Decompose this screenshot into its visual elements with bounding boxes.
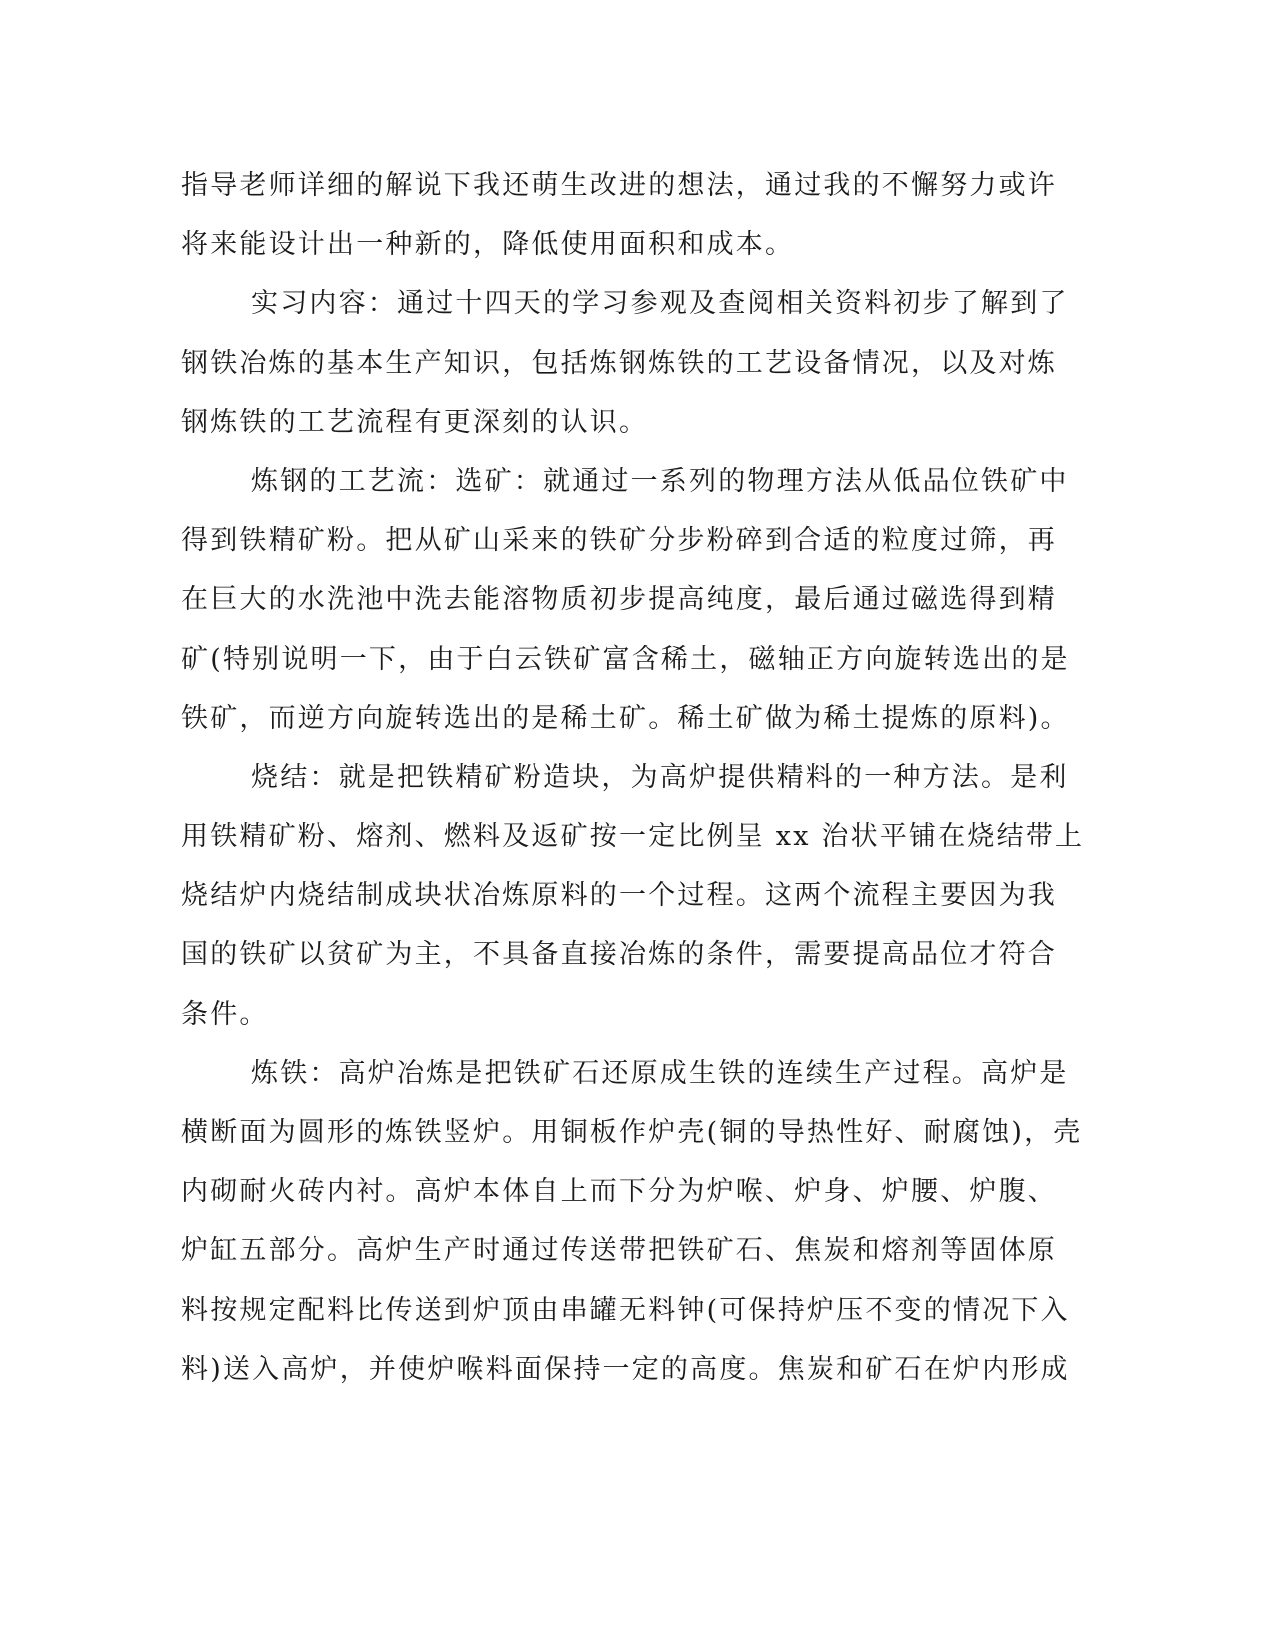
text-line: 钢炼铁的工艺流程有更深刻的认识。 — [181, 406, 649, 438]
text-line: 料)送入高炉，并使炉喉料面保持一定的高度。焦炭和矿石在炉内形成 — [181, 1353, 1070, 1385]
text-line: 内砌耐火砖内衬。高炉本体自上而下分为炉喉、炉身、炉腰、炉腹、 — [181, 1176, 1057, 1208]
paragraph-start-line: 炼铁：高炉冶炼是把铁矿石还原成生铁的连续生产过程。高炉是 — [251, 1057, 1069, 1089]
text-line: 用铁精矿粉、熔剂、燃料及返矿按一定比例呈 xx 治状平铺在烧结带上 — [181, 821, 1085, 853]
text-line: 得到铁精矿粉。把从矿山采来的铁矿分步粉碎到合适的粒度过筛，再 — [181, 525, 1057, 557]
text-line: 将来能设计出一种新的，降低使用面积和成本。 — [181, 229, 795, 261]
text-line: 指导老师详细的解说下我还萌生改进的想法，通过我的不懈努力或许 — [181, 170, 1057, 201]
document-body — [181, 156, 1085, 1399]
text-line: 炉缸五部分。高炉生产时通过传送带把铁矿石、焦炭和熔剂等固体原 — [181, 1235, 1057, 1267]
text-line: 在巨大的水洗池中洗去能溶物质初步提高纯度，最后通过磁选得到精 — [181, 584, 1057, 616]
text-line: 铁矿，而逆方向旋转选出的是稀土矿。稀土矿做为稀土提炼的原料)。 — [181, 702, 1070, 734]
text-line: 矿(特别说明一下，由于白云铁矿富含稀土，磁轴正方向旋转选出的是 — [181, 643, 1070, 675]
text-line: 料按规定配料比传送到炉顶由串罐无料钟(可保持炉压不变的情况下入 — [181, 1294, 1070, 1326]
paragraph-start-line: 烧结：就是把铁精矿粉造块，为高炉提供精料的一种方法。是利 — [251, 761, 1069, 793]
text-line: 条件。 — [181, 998, 269, 1030]
text-line: 钢铁冶炼的基本生产知识，包括炼钢炼铁的工艺设备情况，以及对炼 — [181, 347, 1057, 379]
text-line: 横断面为圆形的炼铁竖炉。用铜板作炉壳(铜的导热性好、耐腐蚀)，壳 — [181, 1117, 1083, 1148]
text-line: 烧结炉内烧结制成块状冶炼原料的一个过程。这两个流程主要因为我 — [181, 880, 1057, 912]
paragraph-start-line: 炼钢的工艺流：选矿：就通过一系列的物理方法从低品位铁矿中 — [251, 465, 1069, 497]
text-line: 国的铁矿以贫矿为主，不具备直接冶炼的条件，需要提高品位才符合 — [181, 939, 1057, 971]
paragraph-start-line: 实习内容：通过十四天的学习参观及查阅相关资料初步了解到了 — [251, 288, 1069, 320]
